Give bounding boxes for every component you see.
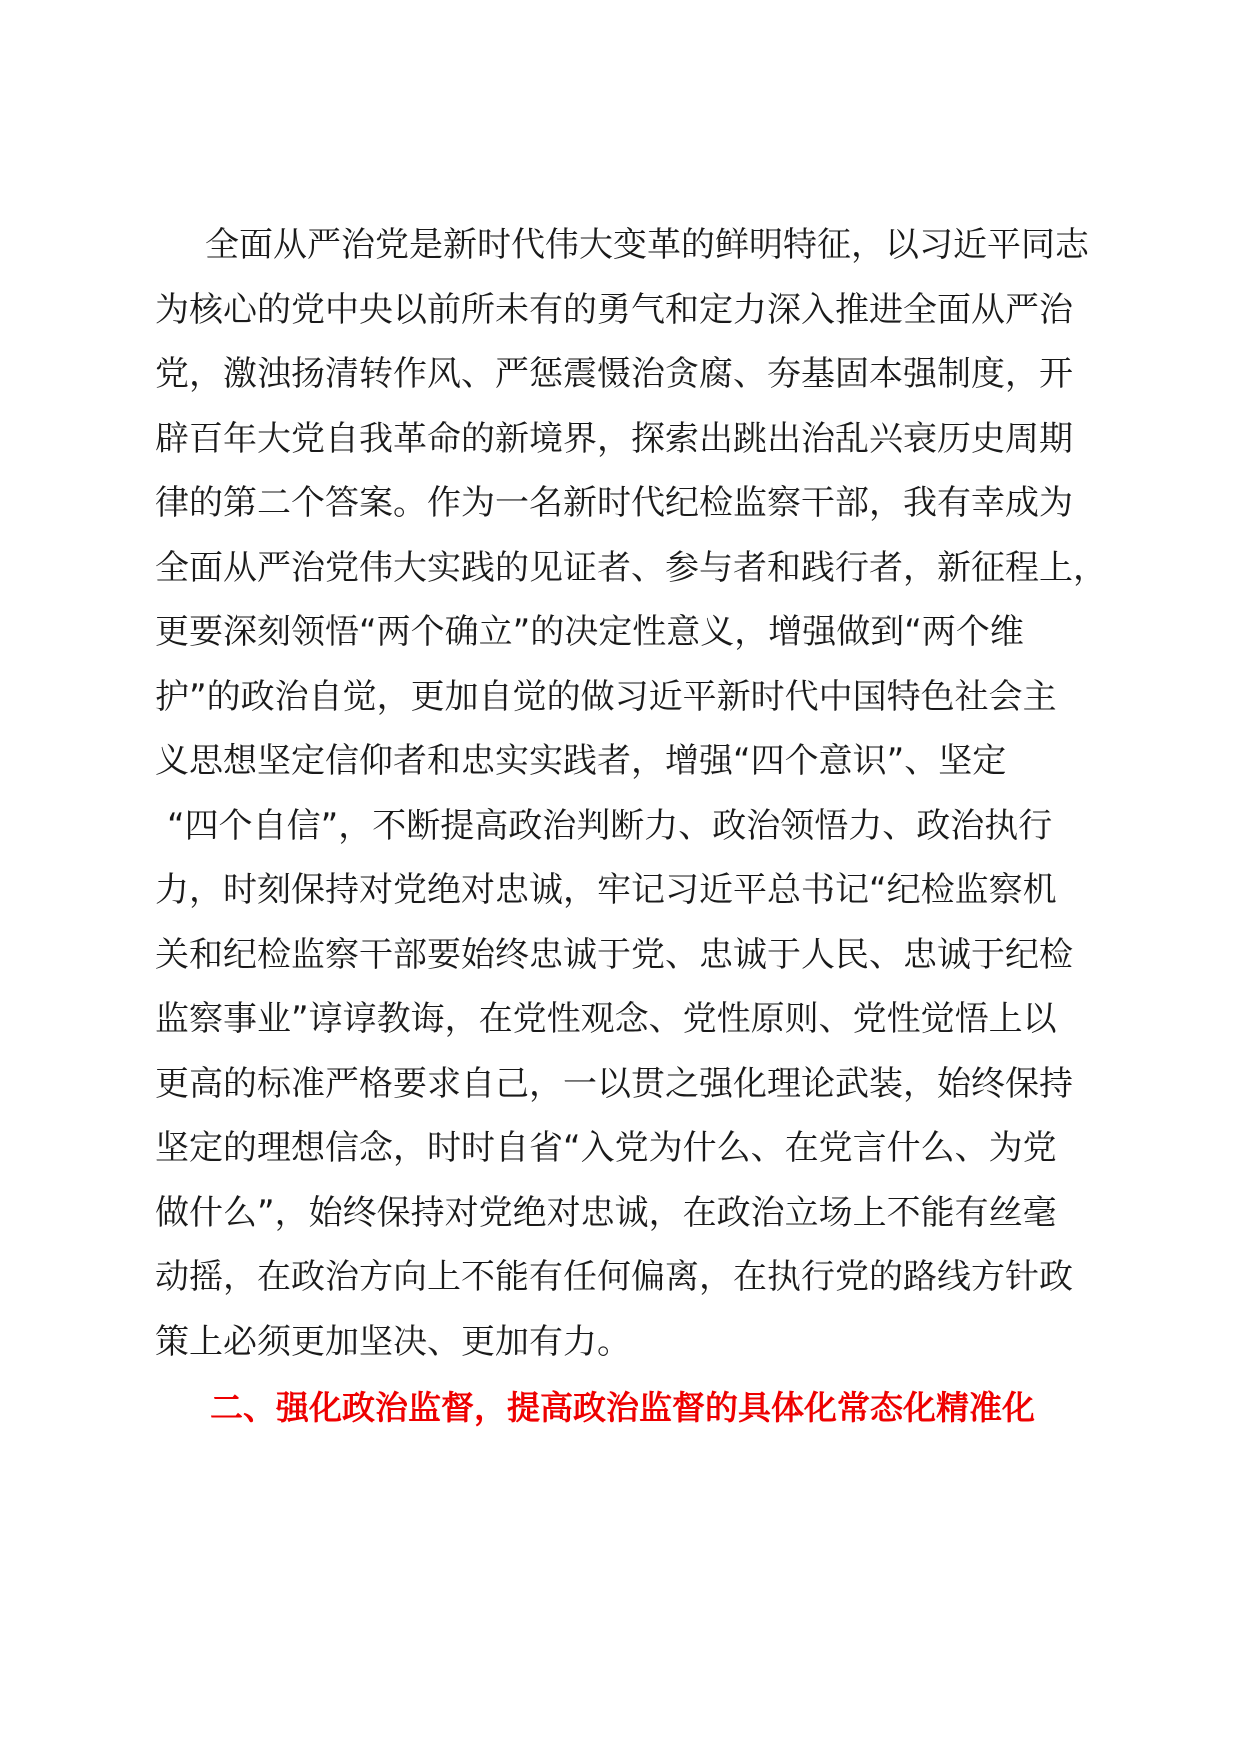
paragraph-line: “四个自信”，不断提高政治判断力、政治领悟力、政治执行 [167,805,1053,846]
paragraph-line: 力，时刻保持对党绝对忠诚，牢记习近平总书记“纪检监察机 [155,870,1057,910]
document-body [155,213,1107,1441]
paragraph-line: 为核心的党中央以前所未有的勇气和定力深入推进全面从严治 [155,289,1073,330]
paragraph-line: 更高的标准严格要求自己，一以贯之强化理论武装，始终保持 [155,1063,1073,1104]
section-heading: 二、强化政治监督，提高政治监督的具体化常态化精准化 [210,1388,1035,1427]
paragraph-line: 义思想坚定信仰者和忠实实践者，增强“四个意识”、坚定 [155,741,1007,781]
paragraph-line: 动摇，在政治方向上不能有任何偏离，在执行党的路线方针政 [155,1257,1073,1297]
paragraph-line: 全面从严治党伟大实践的见证者、参与者和践行者，新征程上， [155,547,1107,588]
paragraph-line: 党，激浊扬清转作风、严惩震慑治贪腐、夯基固本强制度，开 [155,354,1073,394]
paragraph-line: 护”的政治自觉，更加自觉的做习近平新时代中国特色社会主 [155,676,1057,717]
paragraph-line: 更要深刻领悟“两个确立”的决定性意义，增强做到“两个维 [155,612,1024,652]
paragraph-line: 关和纪检监察干部要始终忠诚于党、忠诚于人民、忠诚于纪检 [155,934,1073,975]
paragraph-line: 坚定的理想信念，时时自省“入党为什么、在党言什么、为党 [155,1128,1057,1168]
paragraph-line: 做什么”，始终保持对党绝对忠诚，在政治立场上不能有丝毫 [155,1192,1057,1233]
paragraph-line: 全面从严治党是新时代伟大变革的鲜明特征，以习近平同志 [205,225,1089,265]
paragraph-line: 监察事业”谆谆教诲，在党性观念、党性原则、党性觉悟上以 [155,999,1057,1039]
paragraph-line: 辟百年大党自我革命的新境界，探索出跳出治乱兴衰历史周期 [155,418,1073,459]
paragraph-line: 策上必须更加坚决、更加有力。 [155,1321,631,1362]
paragraph-line: 律的第二个答案。作为一名新时代纪检监察干部，我有幸成为 [155,483,1073,523]
